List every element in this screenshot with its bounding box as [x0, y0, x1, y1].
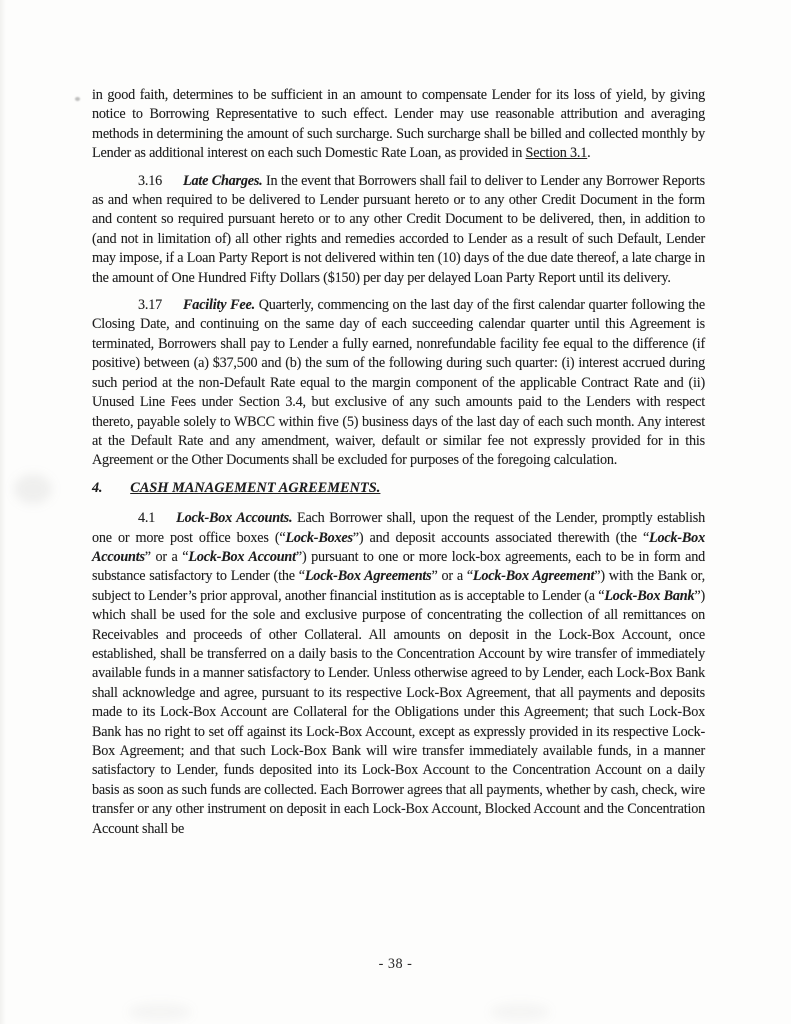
text-segment: 4.1: [138, 510, 156, 527]
text-segment: 3.16: [138, 172, 163, 189]
text-segment: 4.: [92, 479, 103, 496]
scan-edge-shade: [0, 0, 6, 1024]
paragraph-4-1-lock-box-accounts: [92, 509, 705, 839]
text-segment: Lock-Box Account: [188, 548, 296, 565]
text-segment: ” or a “: [144, 548, 189, 565]
text-segment: Lock-Box Agreements: [304, 568, 432, 585]
text-segment: .: [587, 145, 591, 162]
page-content: [92, 86, 705, 847]
text-segment: 3.17: [138, 297, 163, 314]
text-segment: ”) pursuant to one or more lock-box agreements, each to be in form and substance satisfactory to Lender (the “: [92, 548, 705, 585]
text-segment: Facility Fee.: [183, 297, 255, 314]
scan-artifact: [14, 474, 52, 504]
scan-artifact: [75, 97, 80, 101]
text-segment: Lock-Box Bank: [604, 587, 695, 604]
text-segment: Lock-Box Accounts: [92, 529, 705, 565]
text-segment: Late Charges.: [183, 172, 263, 189]
text-segment: Lock-Boxes: [285, 529, 353, 546]
text-segment: ”) and deposit accounts associated therewith (the “: [352, 529, 650, 546]
text-segment: in good faith, determines to be sufficient in an amount to compensate Lender for its loss of yield, by giving notice to Borrowing Representative to such effect. Lender may use reasonable attribution and averaging methods in determining the amount of such surcharge. Such surcharge shall be billed and collected monthly by Lender as additional interest on each such Domestic Rate Loan, as provided in: [92, 87, 705, 162]
scan-artifact: [490, 1003, 550, 1021]
paragraph-3-16-late-charges: [92, 172, 705, 288]
text-segment: CASH MANAGEMENT AGREEMENTS.: [130, 479, 381, 496]
scan-artifact: [128, 1003, 192, 1021]
text-segment: Section 3.1: [525, 145, 588, 162]
text-segment: Quarterly, commencing on the last day of the first calendar quarter following the Closing Date, and continuing on the same day of each succeeding calendar quarter until this Agreement is terminated, Borrowers shall pay to Lender a fully earned, nonrefundable facility fee equal to the difference (if positive) between (a) $37,500 and (b) the sum of the following during such quarter: (i) interest accrued during such period at the non-Default Rate equal to the margin component of the applicable Contract Rate and (ii) Unused Line Fees under Section 3.4, but exclusive of any such amounts paid to the Lenders with respect thereto, payable solely to WBCC within five (5) business days of the last day of each such month. Any interest at the Default Rate and any amendment, waiver, default or similar fee not expressly provided for in this Agreement or the Other Documents shall be excluded for purposes of the foregoing calculation.: [92, 297, 705, 469]
text-segment: ” or a “: [431, 568, 473, 585]
text-segment: Lock-Box Agreement: [472, 568, 595, 585]
text-segment: In the event that Borrowers shall fail to deliver to Lender any Borrower Reports as and when required to be delivered to Lender pursuant hereto or to any other Credit Document in the form and content so required pursuant hereto or to any other Credit Document to be delivered, then, in addition to (and not in limitation of) all other rights and remedies accorded to Lender as a result of such Default, Lender may impose, if a Loan Party Report is not delivered within ten (10) days of the due date thereof, a late charge in the amount of One Hundred Fifty Dollars ($150) per day per delayed Loan Party Report until its delivery.: [92, 172, 705, 286]
text-segment: ”) with the Bank or, subject to Lender’s prior approval, another financial institution as is acceptable to Lender (a “: [92, 568, 705, 604]
paragraph-continuation: [92, 86, 705, 164]
text-segment: Lock-Box Accounts.: [176, 510, 293, 527]
text-segment: ”) which shall be used for the sole and exclusive purpose of concentrating the collection of all remittances on Receivables and proceeds of other Collateral. All amounts on deposit in the Lock-Box Account, once established, shall be transferred on a daily basis to the Concentration Account by wire transfer of immediately available funds in a manner satisfactory to Lender. Unless otherwise agreed to by Lender, each Lock-Box Bank shall acknowledge and agree, pursuant to its respective Lock-Box Agreement, that all payments and deposits made to its Lock-Box Account are Collateral for the Obligations under this Agreement; that such Lock-Box Bank has no right to set off against its Lock-Box Account, except as expressly provided in its respective Lock-Box Agreement; and that such Lock-Box Bank will wire transfer immediately available funds, in a manner satisfactory to Lender, funds deposited into its Lock-Box Account to the Concentration Account on a daily basis as soon as such funds are collected. Each Borrower agrees that all payments, whether by cash, check, wire transfer or any other instrument on deposit in each Lock-Box Account, Blocked Account and the Concentration Account shall be: [92, 587, 706, 837]
page-number: - 38 -: [378, 956, 413, 972]
paragraph-3-17-facility-fee: [92, 296, 705, 471]
section-heading-4-cash-management-agreements: [92, 479, 705, 498]
text-segment: Each Borrower shall, upon the request of the Lender, promptly establish one or more post office boxes (“: [92, 510, 706, 546]
